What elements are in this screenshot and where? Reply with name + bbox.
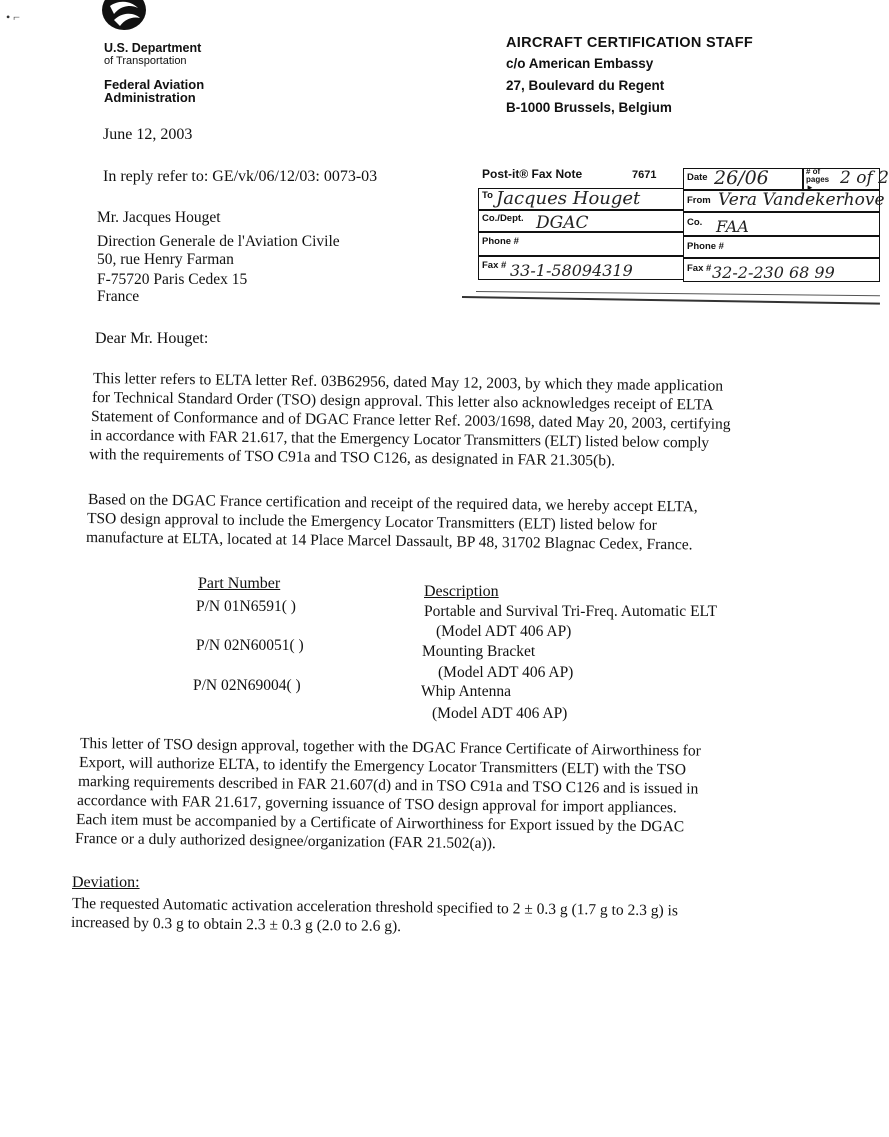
letter-date: June 12, 2003 bbox=[103, 126, 193, 143]
agency-faa-line1: Federal Aviation bbox=[104, 77, 205, 92]
fax-co-label: Co. bbox=[687, 217, 703, 228]
paragraph-line: Statement of Conformance and of DGAC France letter Ref. 2003/1698, dated May 20, 2003, certifying bbox=[90, 408, 731, 433]
paragraph-line: TSO design approval to include the Emergency Locator Transmitters (ELT) listed below for bbox=[86, 510, 658, 534]
paragraph-line: Based on the DGAC France certification and receipt of the required data, we hereby accept ELTA, bbox=[87, 491, 698, 516]
office-name: AIRCRAFT CERTIFICATION STAFF bbox=[506, 35, 754, 51]
agency-faa-line2: Administration bbox=[104, 90, 196, 105]
recipient-line: Direction Generale de l'Aviation Civile bbox=[97, 233, 340, 250]
office-address-line4: B-1000 Brussels, Belgium bbox=[506, 100, 672, 115]
recipient-line: France bbox=[97, 288, 140, 305]
part-model: (Model ADT 406 AP) bbox=[432, 705, 568, 722]
fax-form-number: 7671 bbox=[632, 169, 657, 181]
paragraph-line: accordance with FAR 21.617, governing issuance of TSO design approval for import appliances. bbox=[76, 792, 677, 817]
fax-faxfrom-label: Fax # bbox=[687, 263, 712, 274]
fax-co-cell bbox=[683, 212, 880, 236]
fax-faxto-label: Fax # bbox=[482, 260, 507, 271]
fax-note bbox=[476, 164, 889, 284]
deviation-heading: Deviation: bbox=[72, 874, 140, 891]
dot-logo-icon bbox=[100, 0, 148, 30]
paragraph-line: This letter of TSO design approval, together with the DGAC France Certificate of Airworthiness for bbox=[79, 735, 701, 760]
fax-codept-label: Co./Dept. bbox=[482, 213, 524, 224]
fax-pages-value: 2 of 2 bbox=[840, 168, 889, 188]
paragraph-line: Each item must be accompanied by a Certificate of Airworthiness for Export issued by the DGAC bbox=[75, 811, 685, 836]
recipient-line: F-75720 Paris Cedex 15 bbox=[97, 271, 248, 288]
fax-date-value: 26/06 bbox=[714, 167, 769, 189]
fax-faxto-value: 33-1-58094319 bbox=[510, 261, 633, 280]
parts-column-header: Part Number bbox=[198, 575, 281, 592]
fax-faxfrom-value: 32-2-230 68 99 bbox=[712, 263, 835, 282]
recipient-line: 50, rue Henry Farman bbox=[97, 251, 234, 268]
reference-line: In reply refer to: GE/vk/06/12/03: 0073-03 bbox=[103, 168, 378, 185]
scan-speck: • ⌐ bbox=[6, 10, 20, 24]
paragraph-line: The requested Automatic activation acceleration threshold specified to 2 ± 0.3 g (1.7 g to 2.3 g) is bbox=[71, 895, 679, 920]
paragraph-line: with the requirements of TSO C91a and TSO C126, as designated in FAR 21.305(b). bbox=[88, 446, 616, 470]
paragraph-line: marking requirements described in FAR 21.607(d) and in TSO C91a and TSO C126 and is issued in bbox=[77, 773, 699, 798]
fax-pages-label: # of pages ► bbox=[806, 167, 830, 192]
fax-to-label: To bbox=[482, 190, 493, 201]
paragraph-line: This letter refers to ELTA letter Ref. 03B62956, dated May 12, 2003, by which they made application bbox=[92, 370, 724, 395]
part-model: (Model ADT 406 AP) bbox=[438, 664, 574, 681]
part-description: Mounting Bracket bbox=[422, 643, 536, 660]
fax-phone2-label: Phone # bbox=[687, 241, 724, 252]
paragraph-line: increased by 0.3 g to obtain 2.3 ± 0.3 g (2.0 to 2.6 g). bbox=[70, 914, 402, 936]
paragraph-line: in accordance with FAR 21.617, that the Emergency Locator Transmitters (ELT) listed below comply bbox=[89, 427, 710, 452]
recipient-line: Mr. Jacques Houget bbox=[97, 209, 221, 226]
agency-dept-line2: of Transportation bbox=[104, 55, 187, 67]
fax-to-value: Jacques Houget bbox=[496, 188, 641, 209]
part-model: (Model ADT 406 AP) bbox=[436, 623, 572, 640]
description-column-header: Description bbox=[424, 583, 499, 600]
fax-codept-value: DGAC bbox=[536, 213, 589, 233]
office-address-line3: 27, Boulevard du Regent bbox=[506, 78, 665, 93]
part-number: P/N 02N60051( ) bbox=[196, 637, 304, 654]
fax-from-value: Vera Vandekerhove bbox=[718, 190, 885, 210]
fax-note-title: Post-it® Fax Note bbox=[482, 167, 583, 181]
fax-date-label: Date bbox=[687, 172, 708, 183]
office-address-line2: c/o American Embassy bbox=[506, 56, 654, 71]
paragraph-line: for Technical Standard Order (TSO) design approval. This letter also acknowledges receipt of ELTA bbox=[91, 389, 714, 414]
paragraph-line: Export, will authorize ELTA, to identify the Emergency Locator Transmitters (ELT) with the TSO bbox=[78, 754, 687, 779]
part-description: Portable and Survival Tri-Freq. Automatic ELT bbox=[424, 603, 718, 620]
fax-phone-label: Phone # bbox=[482, 236, 519, 247]
fax-note-edge bbox=[476, 291, 880, 296]
salutation: Dear Mr. Houget: bbox=[95, 330, 209, 347]
fax-from-label: From bbox=[687, 195, 711, 206]
paragraph-line: France or a duly authorized designee/organization (FAR 21.502(a)). bbox=[74, 830, 496, 853]
part-description: Whip Antenna bbox=[421, 683, 511, 700]
fax-co-value: FAA bbox=[716, 217, 749, 236]
agency-dept-line1: U.S. Department bbox=[104, 41, 202, 55]
paragraph-line: manufacture at ELTA, located at 14 Place Marcel Dassault, BP 48, 31702 Blagnac Cedex, France. bbox=[85, 529, 693, 554]
fax-note-edge bbox=[462, 296, 880, 305]
part-number: P/N 02N69004( ) bbox=[193, 677, 301, 694]
part-number: P/N 01N6591( ) bbox=[196, 598, 296, 615]
